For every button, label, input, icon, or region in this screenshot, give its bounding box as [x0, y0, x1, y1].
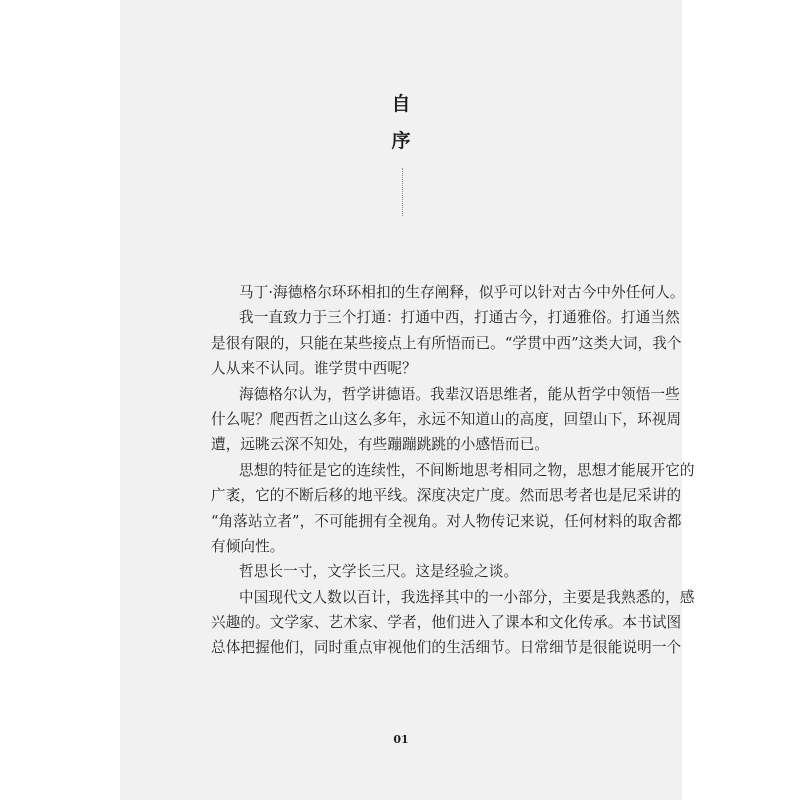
paragraph-3-line-3: 遭，远眺云深不知处，有些蹦蹦跳跳的小感悟而已。	[211, 436, 549, 454]
paragraph-4-line-4: 有倾向性。	[211, 537, 285, 555]
paragraph-6-line-2: 兴趣的。文学家、艺术家、学者，他们进入了课本和文化传承。本书试图	[211, 614, 682, 632]
paragraph-2-line-1: 我一直致力于三个打通：打通中西，打通古今，打通雅俗。打通当然	[239, 309, 680, 327]
paragraph-4-line-3: “角落站立者”，不可能拥有全视角。对人物传记来说，任何材料的取舍都	[211, 512, 682, 530]
paragraph-3-line-2: 什么呢？爬西哲之山这么多年，永远不知道山的高度，回望山下，环视周	[211, 410, 682, 428]
book-page	[120, 0, 695, 800]
page-number: 01	[393, 733, 409, 746]
page-title-char-2: 序	[391, 130, 411, 152]
paragraph-4-line-1: 思想的特征是它的连续性，不间断地思考相同之物，思想才能展开它的	[239, 461, 695, 479]
dotted-divider	[402, 168, 403, 216]
paragraph-2-line-3: 人从来不认同。谁学贯中西呢？	[211, 360, 417, 378]
paragraph-1-line-1: 马丁·海德格尔环环相扣的生存阐释，似乎可以针对古今中外任何人。	[239, 284, 685, 301]
paragraph-2-line-2: 是很有限的，只能在某些接点上有所悟而已。“学贯中西”这类大词，我个	[211, 334, 682, 352]
paragraph-3-line-1: 海德格尔认为，哲学讲德语。我辈汉语思维者，能从哲学中领悟一些	[239, 385, 680, 403]
page-title-char-1: 自	[391, 93, 411, 115]
paragraph-4-line-2: 广袤，它的不断后移的地平线。深度决定广度。然而思考者也是尼采讲的	[211, 487, 682, 505]
body-text	[211, 280, 695, 661]
paragraph-5-line-1: 哲思长一寸，文学长三尺。这是经验之谈。	[239, 563, 519, 581]
paragraph-6-line-1: 中国现代文人数以百计，我选择其中的一小部分，主要是我熟悉的，感	[239, 588, 695, 606]
paragraph-6-line-3: 总体把握他们，同时重点审视他们的生活细节。日常细节是很能说明一个	[211, 639, 682, 657]
